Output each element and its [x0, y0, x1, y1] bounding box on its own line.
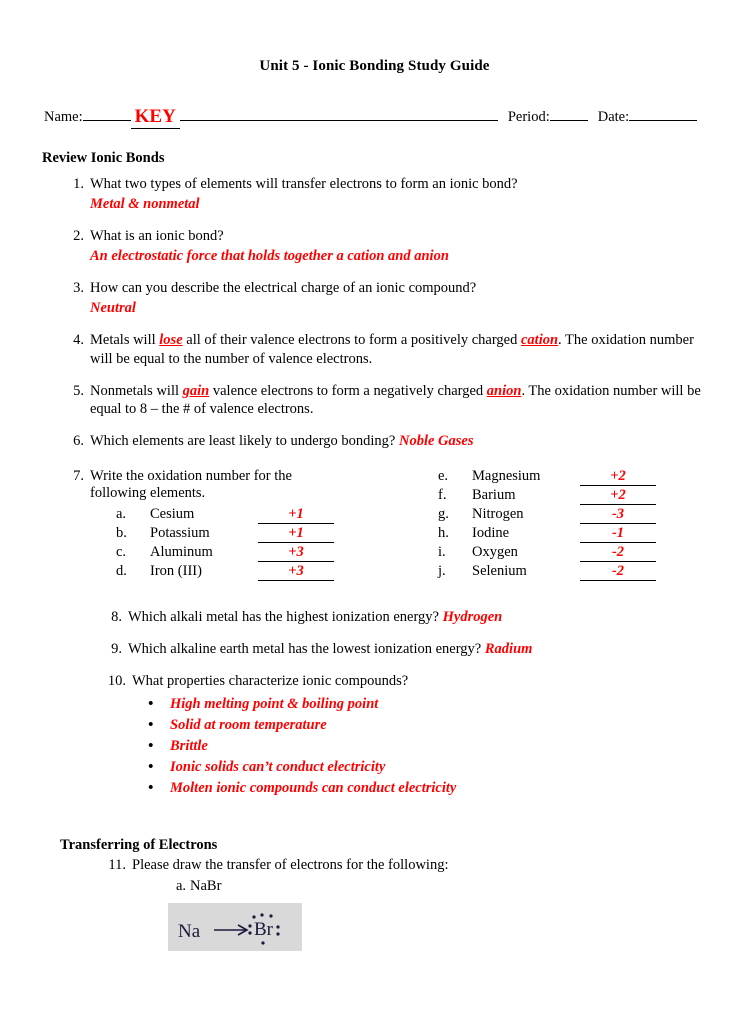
name-period-date-line [44, 105, 705, 128]
question-10 [100, 672, 749, 690]
question-4-text-part1: Metals will [90, 332, 160, 349]
row-value: -3 [580, 506, 656, 524]
question-3-number: 3. [73, 280, 84, 297]
page-title: Unit 5 - Ionic Bonding Study Guide [259, 58, 490, 74]
answer-9: Radium [484, 641, 533, 658]
oxidation-table-right-column [420, 468, 720, 582]
table-row [90, 525, 420, 544]
row-value: -2 [580, 544, 656, 562]
question-3 [62, 279, 749, 297]
question-11a-text: NaBr [190, 877, 222, 894]
period-blank [550, 105, 588, 121]
question-9-text: Which alkaline earth metal has the lowest ionization energy? [128, 641, 485, 658]
list-item: • Solid at room temperature [148, 715, 749, 736]
name-blank-left [83, 105, 131, 121]
question-5-blank1: gain [182, 382, 210, 399]
answer-1: Metal & nonmetal [90, 196, 200, 213]
row-value: +2 [580, 487, 656, 505]
list-item: • High melting point & boiling point [148, 694, 749, 715]
row-letter: h. [438, 525, 449, 541]
list-item: • Molten ionic compounds can conduct electricity [148, 778, 749, 799]
electron-transfer-drawing [168, 903, 302, 951]
table-row [420, 525, 720, 544]
row-letter: j. [438, 563, 446, 579]
question-7 [62, 468, 749, 582]
row-element: Iodine [472, 525, 510, 541]
row-value: +1 [258, 525, 334, 543]
row-element: Iron (III) [150, 563, 202, 579]
question-10-number: 10. [107, 673, 126, 690]
row-letter: f. [438, 487, 447, 503]
question-10-text: What properties characterize ionic compounds? [132, 673, 409, 690]
question-4 [62, 331, 749, 367]
properties-bullet-list [0, 694, 749, 799]
row-value: +3 [258, 563, 334, 581]
row-letter: d. [116, 563, 127, 579]
row-letter: e. [438, 468, 449, 484]
question-6-text: Which elements are least likely to undergo bonding? [90, 432, 399, 449]
question-7-number: 7. [73, 468, 84, 484]
row-value: +1 [258, 506, 334, 524]
oxidation-table-left-column [90, 468, 420, 582]
row-value: +2 [580, 468, 656, 486]
section-heading-transferring-of-electrons: Transferring of Electrons [60, 837, 218, 854]
question-4-text-part3: . The oxidation number will be equal to the number of valence electrons. [90, 332, 694, 367]
question-1 [62, 175, 749, 193]
row-value: -2 [580, 563, 656, 581]
section-heading-review-ionic-bonds: Review Ionic Bonds [42, 150, 165, 166]
answer-3: Neutral [90, 300, 136, 317]
question-5-text-part3: . The oxidation number will be equal to 8 – the # of valence electrons. [90, 382, 701, 417]
name-blank-right [180, 105, 498, 121]
question-5-text-part2: valence electrons to form a negatively charged [209, 382, 487, 399]
period-label: Period: [507, 109, 550, 125]
table-row [420, 563, 720, 582]
question-4-number: 4. [73, 332, 84, 349]
answer-6: Noble Gases [398, 432, 474, 449]
question-9 [100, 640, 749, 658]
question-11-number: 11. [108, 857, 126, 874]
date-blank [629, 105, 697, 121]
question-4-blank1: lose [159, 332, 183, 349]
question-5-blank2: anion [486, 382, 522, 399]
question-11a-letter: a. [175, 877, 186, 894]
question-6-number: 6. [73, 432, 84, 449]
question-2-text: What is an ionic bond? [90, 228, 224, 245]
table-row [420, 506, 720, 525]
question-11-text: Please draw the transfer of electrons for the following: [132, 857, 449, 874]
answer-2: An electrostatic force that holds together a cation and anion [90, 248, 449, 265]
row-element: Cesium [150, 506, 195, 522]
list-item: • Brittle [148, 736, 749, 757]
row-element: Aluminum [150, 544, 213, 560]
table-row [90, 544, 420, 563]
lewis-structure-sketch [168, 903, 302, 951]
question-8 [100, 608, 749, 626]
question-5-number: 5. [73, 382, 84, 399]
question-4-blank2: cation [520, 332, 559, 349]
row-letter: c. [116, 544, 127, 560]
table-row [420, 468, 720, 487]
row-element: Selenium [472, 563, 527, 579]
table-row [90, 506, 420, 525]
row-letter: g. [438, 506, 449, 522]
question-3-text: How can you describe the electrical charge of an ionic compound? [90, 280, 477, 297]
row-element: Magnesium [472, 468, 541, 484]
question-1-text: What two types of elements will transfer electrons to form an ionic bond? [90, 176, 518, 192]
name-label: Name: [44, 109, 83, 125]
table-row [420, 544, 720, 563]
question-11 [100, 856, 749, 874]
row-value: +3 [258, 544, 334, 562]
sodium-symbol: Na [178, 920, 201, 942]
row-letter: a. [116, 506, 127, 522]
question-8-number: 8. [111, 609, 122, 625]
list-item: • Ionic solids can’t conduct electricity [148, 757, 749, 778]
question-8-text: Which alkali metal has the highest ionization energy? [128, 609, 443, 625]
question-7-text-line1: Write the oxidation number for the [90, 468, 292, 484]
row-value: -1 [580, 525, 656, 543]
question-2-number: 2. [73, 228, 84, 245]
document-page [0, 58, 749, 1028]
question-1-number: 1. [73, 176, 84, 192]
name-value-key: KEY [131, 106, 180, 129]
question-2 [62, 227, 749, 245]
table-row [420, 487, 720, 506]
question-11a [168, 877, 749, 895]
question-4-text-part2: all of their valence electrons to form a positively charged [182, 332, 521, 349]
row-element: Potassium [150, 525, 210, 541]
question-5 [62, 382, 749, 418]
row-element: Nitrogen [472, 506, 524, 522]
question-9-number: 9. [111, 641, 122, 658]
bromine-symbol: Br [254, 918, 273, 940]
question-7-text-line2: following elements. [90, 485, 206, 501]
row-letter: b. [116, 525, 127, 541]
table-row [90, 563, 420, 582]
question-5-text-part1: Nonmetals will [90, 382, 183, 399]
question-6 [62, 432, 749, 450]
row-element: Barium [472, 487, 516, 503]
row-element: Oxygen [472, 544, 518, 560]
answer-8: Hydrogen [442, 609, 503, 625]
date-label: Date: [597, 109, 630, 125]
row-letter: i. [438, 544, 446, 560]
